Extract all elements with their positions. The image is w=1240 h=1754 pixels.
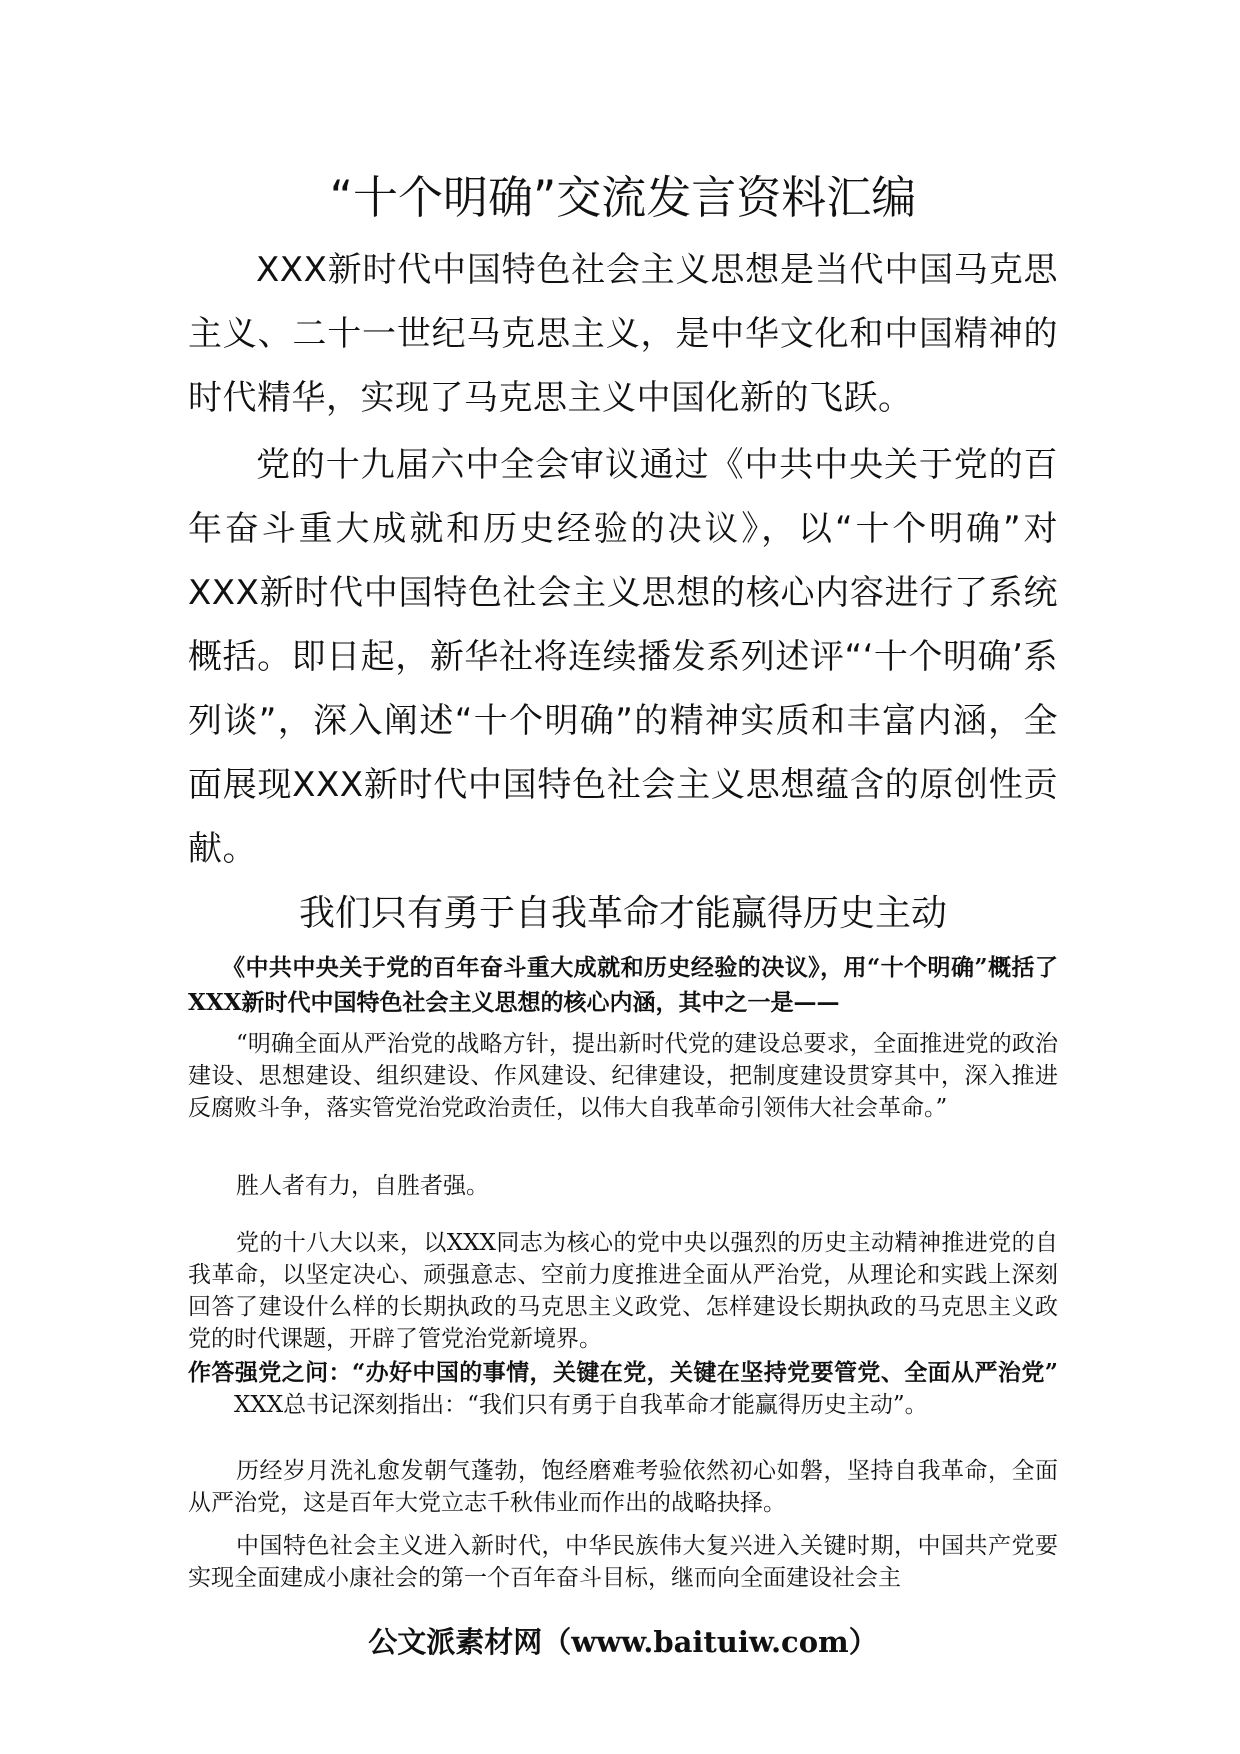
body-paragraph-1: 胜人者有力，自胜者强。 [236,1173,489,1199]
footer-watermark: 公文派素材网（www.baituiw.com） [368,1625,878,1659]
body-paragraph-3: 历经岁月洗礼愈发朝气蓬勃，饱经磨难考验依然初心如磐，坚持自我革命，全面从严治党，这是百年大党立志千秋伟业而作出的战略抉择。 [188,1458,1058,1516]
intro-paragraph-2: 党的十九届六中全会审议通过《中共中央关于党的百年奋斗重大成就和历史经验的决议》，以“十个明确”对XXX新时代中国特色社会主义思想的核心内容进行了系统概括。即日起，新华社将连续播发系列述评“‘十个明确’系列谈”，深入阐述“十个明确”的精神实质和丰富内涵，全面展现XXX新时代中国特色社会主义思想蕴含的原创性贡献。 [188,445,1058,869]
subheading-paragraph [188,1357,1058,1421]
body-paragraph-2: 党的十八大以来，以XXX同志为核心的党中央以强烈的历史主动精神推进党的自我革命，以坚定决心、顽强意志、空前力度推进全面从严治党，从理论和实践上深刻回答了建设什么样的长期执政的马克思主义政党、怎样建设长期执政的马克思主义政党的时代课题，开辟了管党治党新境界。 [188,1230,1058,1352]
body-paragraph-4: 中国特色社会主义进入新时代，中华民族伟大复兴进入关键时期，中国共产党要实现全面建成小康社会的第一个百年奋斗目标，继而向全面建设社会主 [188,1533,1058,1591]
document-page [188,0,1058,1754]
section-title: 我们只有勇于自我革命才能赢得历史主动 [298,893,947,934]
quote-paragraph: “明确全面从严治党的战略方针，提出新时代党的建设总要求，全面推进党的政治建设、思想建设、组织建设、作风建设、纪律建设，把制度建设贯穿其中，深入推进反腐败斗争，落实管党治党政治责任，以伟大自我革命引领伟大社会革命。” [188,1031,1058,1121]
subheading-bold: 作答强党之问：“办好中国的事情，关键在党，关键在坚持党要管党、全面从严治党” [188,1359,1058,1386]
intro-paragraph-1: XXX新时代中国特色社会主义思想是当代中国马克思主义、二十一世纪马克思主义，是中华文化和中国精神的时代精华，实现了马克思主义中国化新的飞跃。 [188,250,1058,418]
subheading-rest: XXX总书记深刻指出：“我们只有勇于自我革命才能赢得历史主动”。 [234,1392,928,1418]
lead-paragraph: 《中共中央关于党的百年奋斗重大成就和历史经验的决议》，用“十个明确”概括了XXX新时代中国特色社会主义思想的核心内涵，其中之一是—— [188,954,1058,1016]
document-title: “十个明确”交流发言资料汇编 [329,171,917,224]
